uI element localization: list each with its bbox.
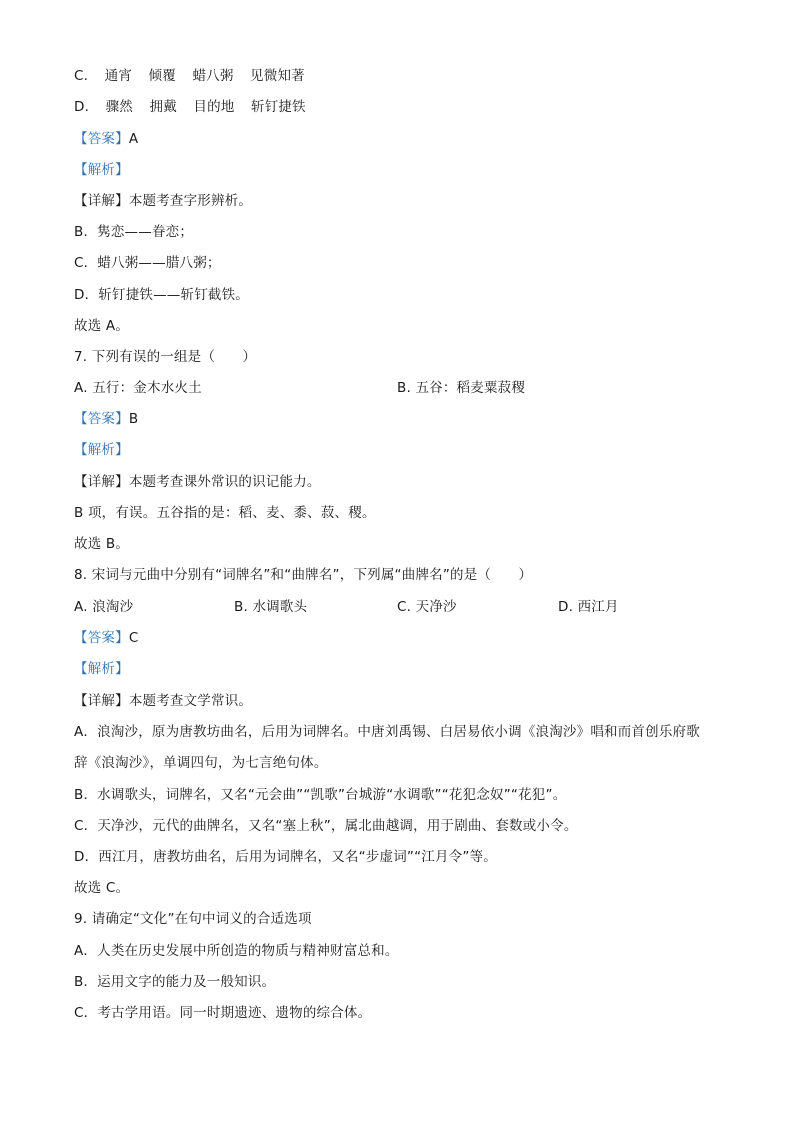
- q7-answer: [74, 410, 138, 428]
- option-letter: B.: [397, 380, 411, 396]
- q6-detail: [74, 192, 252, 210]
- detail-text: 本题考查字形辨析。: [128, 193, 253, 209]
- option-letter: A.: [74, 380, 88, 396]
- q8-answer: [74, 629, 138, 647]
- q8-conclusion: 故选 C。: [74, 880, 130, 896]
- option-text: 五谷：稻麦粟菽稷: [415, 380, 526, 396]
- detail-tag: 【详解】: [74, 193, 129, 209]
- q8-option-c: [397, 598, 457, 616]
- answer-value: A: [128, 131, 139, 147]
- q6-conclusion: 故选 A。: [74, 318, 130, 334]
- option-text: 天净沙: [415, 599, 457, 615]
- option-word: 见微知著: [250, 68, 305, 84]
- detail-tag: 【详解】: [74, 474, 129, 490]
- q8-detail-line: B．水调歌头，词牌名，又名“元会曲”“凯歌”台城游“水调歌”“花犯念奴”“花犯”。: [74, 787, 567, 803]
- q8-option-b: [234, 598, 307, 616]
- answer-tag: 【答案】: [74, 131, 129, 147]
- q9-option-line: B．运用文字的能力及一般知识。: [74, 974, 276, 990]
- q8-detail-line: A．浪淘沙，原为唐教坊曲名，后用为词牌名。中唐刘禹锡、白居易依小调《浪淘沙》唱和而首创乐府歌: [74, 724, 700, 740]
- option-text: 浪淘沙: [92, 599, 134, 615]
- q7-detail-line: B 项，有误。五谷指的是：稻、麦、黍、菽、稷。: [74, 505, 376, 521]
- option-word: 拥戴: [149, 99, 177, 115]
- option-letter: C.: [397, 599, 412, 615]
- q6-detail-line: B．隽恋——眷恋；: [74, 224, 194, 240]
- answer-value: B: [128, 411, 139, 427]
- option-text: 西江月: [577, 599, 619, 615]
- option-word: 倾覆: [148, 68, 176, 84]
- q9-option-line: C．考古学用语。同一时期遗迹、遗物的综合体。: [74, 1005, 372, 1021]
- q9-stem: 9. 请确定“文化”在句中词义的合适选项: [74, 911, 312, 927]
- option-word: 斩钉捷铁: [251, 99, 306, 115]
- q8-option-d: [558, 598, 619, 616]
- q8-stem: 8. 宋词与元曲中分别有“词牌名”和“曲牌名”，下列属“曲牌名”的是（ ）: [74, 567, 533, 583]
- option-text: 水调歌头: [252, 599, 308, 615]
- answer-tag: 【答案】: [74, 411, 129, 427]
- q8-detail-line: C．天净沙，元代的曲牌名，又名“塞上秋”，属北曲越调，用于剧曲、套数或小令。: [74, 818, 578, 834]
- q7-stem: 7. 下列有误的一组是（ ）: [74, 349, 257, 365]
- q6-answer: [74, 130, 138, 148]
- detail-text: 本题考查课外常识的识记能力。: [128, 474, 321, 490]
- option-letter: B.: [234, 599, 248, 615]
- detail-text: 本题考查文学常识。: [128, 693, 253, 709]
- q7-analysis-tag: 【解析】: [74, 442, 129, 458]
- option-word: 通宵: [104, 68, 133, 84]
- q8-analysis-tag: 【解析】: [74, 661, 129, 677]
- q6-option-d: [74, 98, 306, 116]
- option-text: 五行：金木水火土: [92, 380, 202, 396]
- option-word: 目的地: [193, 99, 235, 115]
- option-letter: A.: [74, 599, 88, 615]
- q6-option-c: [74, 67, 305, 85]
- q8-option-a: [74, 598, 133, 616]
- option-word: 蜡八粥: [192, 68, 234, 84]
- q7-detail: [74, 473, 321, 491]
- option-letter: D.: [558, 599, 574, 615]
- option-letter: D.: [74, 99, 90, 115]
- q6-analysis-tag: 【解析】: [74, 162, 129, 178]
- q8-detail-line: 辞《浪淘沙》，单调四句，为七言绝句体。: [74, 755, 328, 771]
- option-letter: C.: [74, 68, 89, 84]
- detail-tag: 【详解】: [74, 693, 129, 709]
- q7-option-b: [397, 379, 525, 397]
- option-word: 骤然: [105, 99, 133, 115]
- q7-option-a: [74, 379, 202, 397]
- q7-conclusion: 故选 B。: [74, 536, 130, 552]
- q8-detail-line: D．西江月，唐教坊曲名，后用为词牌名，又名“步虚词”“江月令”等。: [74, 849, 497, 865]
- q6-detail-line: D．斩钉捷铁——斩钉截铁。: [74, 287, 249, 303]
- q9-option-line: A．人类在历史发展中所创造的物质与精神财富总和。: [74, 943, 399, 959]
- q8-detail: [74, 692, 252, 710]
- q6-detail-line: C．蜡八粥——腊八粥；: [74, 255, 221, 271]
- answer-value: C: [128, 630, 139, 646]
- answer-tag: 【答案】: [74, 630, 129, 646]
